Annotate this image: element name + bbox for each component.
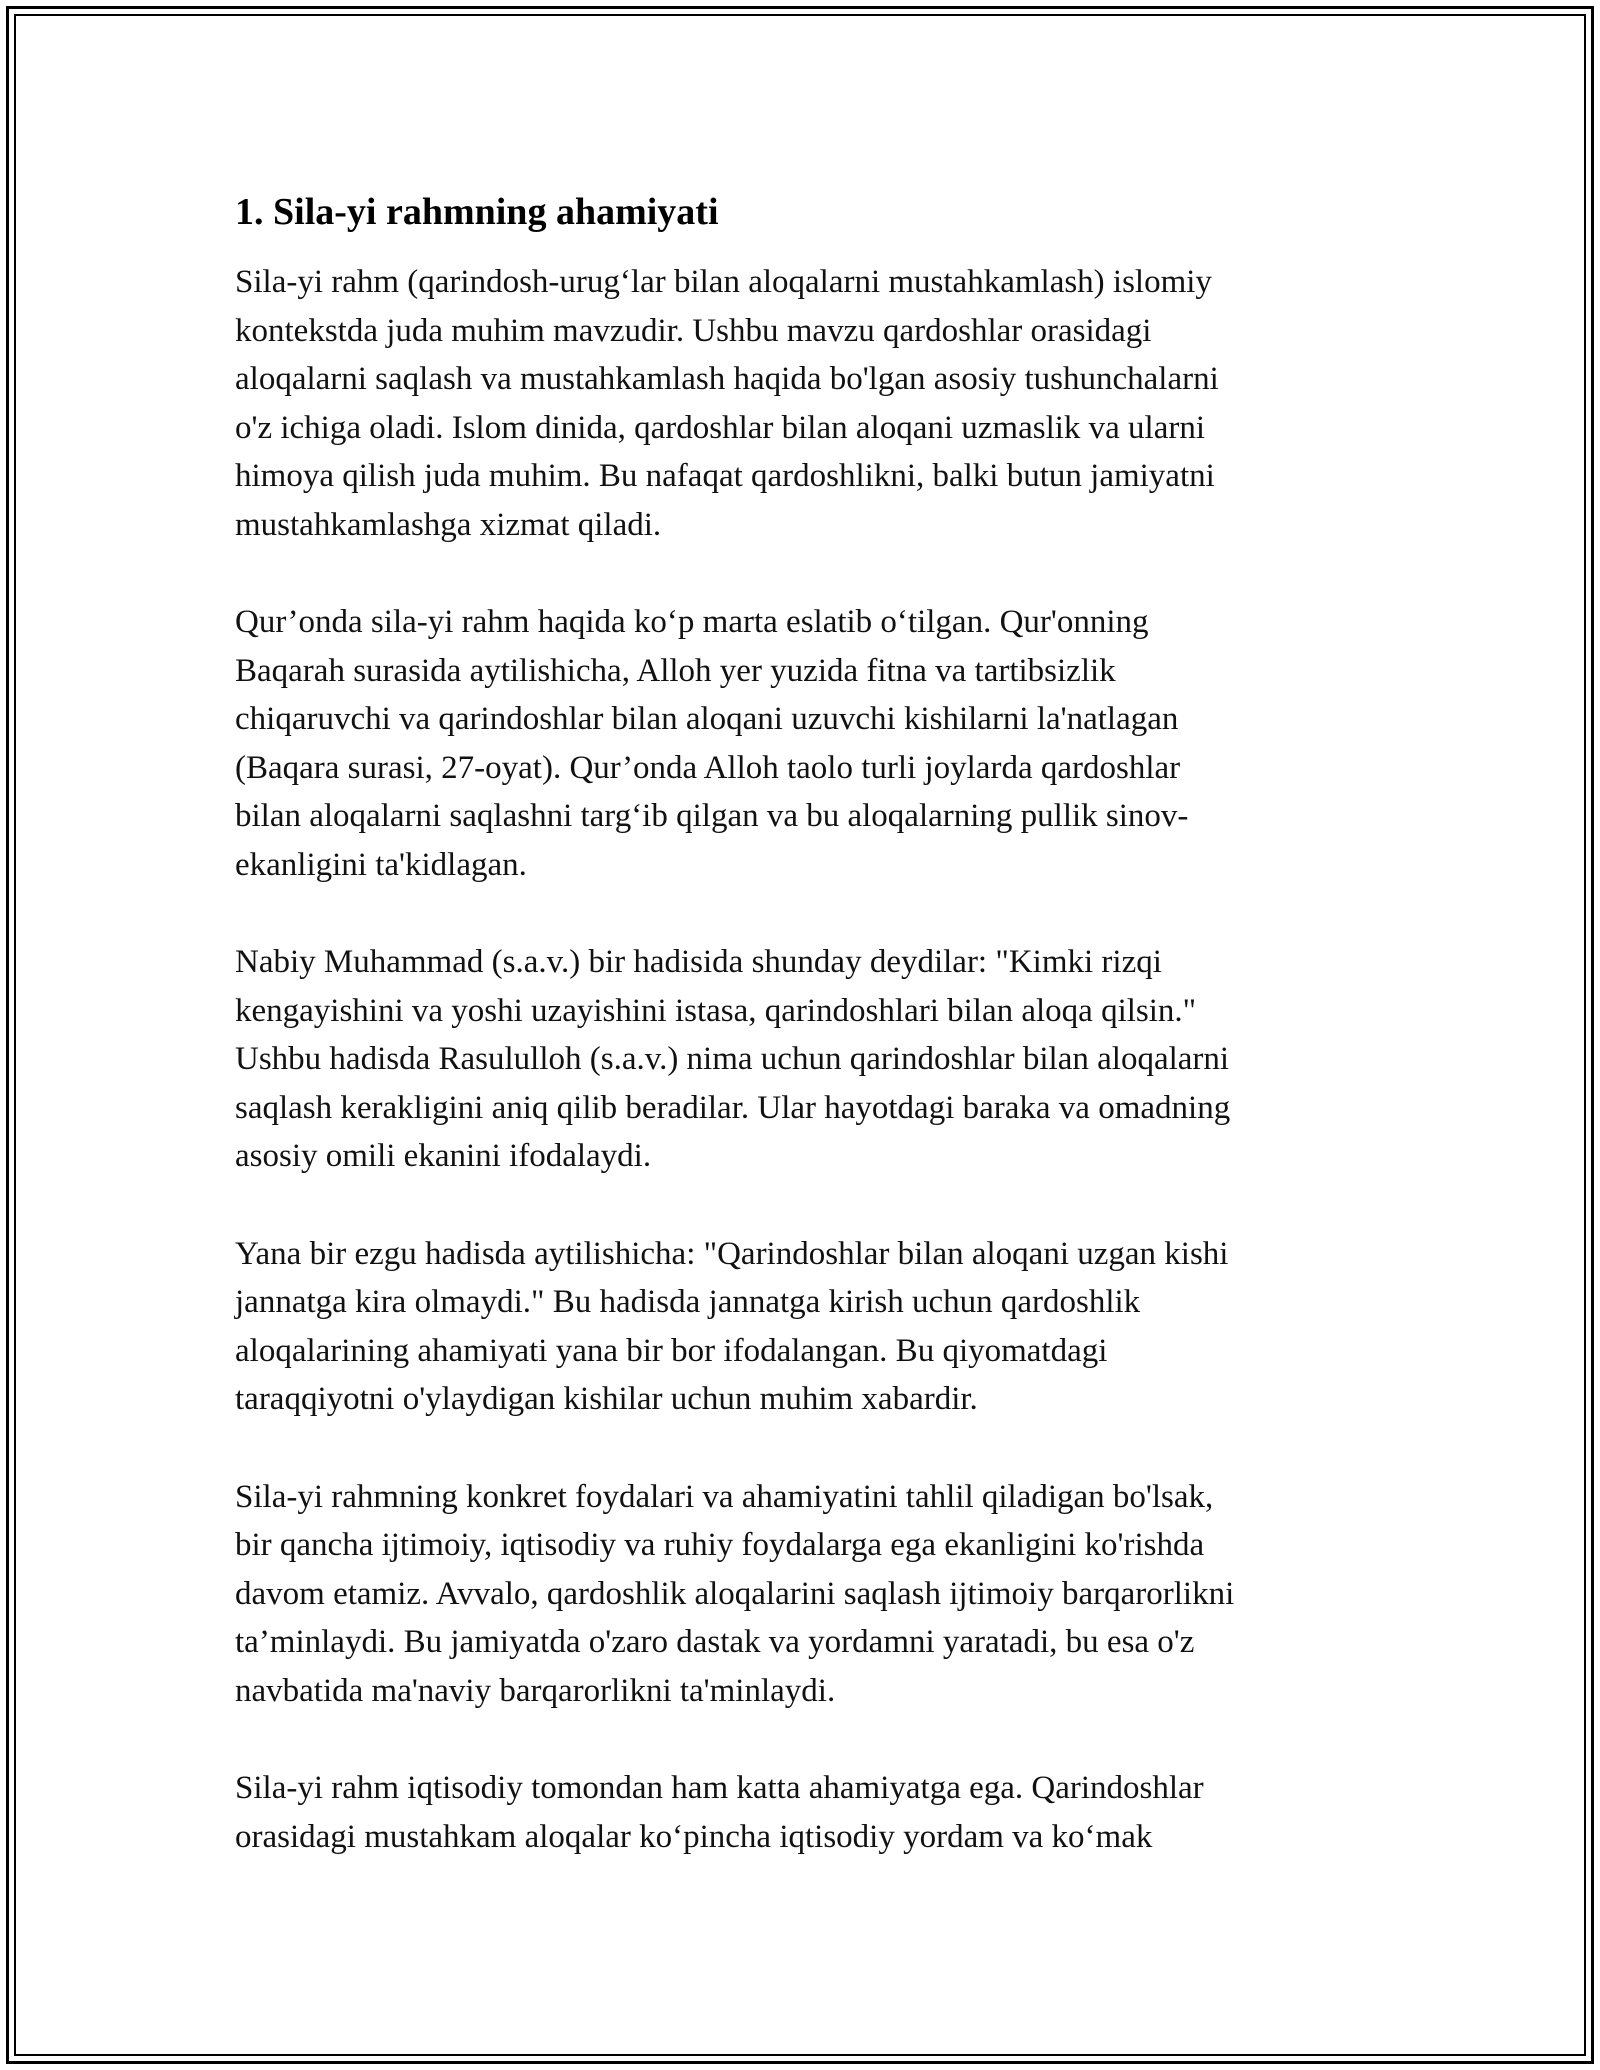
section-heading: 1. Sila-yi rahmning ahamiyati (235, 191, 719, 233)
paragraph-4: Yana bir ezgu hadisda aytilishicha: "Qarindoshlar bilan aloqani uzgan kishi jannatga kira olmaydi." Bu hadisda jannatga kirish uchun qardoshlik aloqalarining ahamiyati yana bir bor ifodalangan. Bu qiyomatdagi taraqqiyotni o'ylaydigan kishilar uchun muhim xabardir. (235, 1235, 1229, 1417)
paragraph-1: Sila-yi rahm (qarindosh-urug‘lar bilan aloqalarni mustahkamlash) islomiy kontekstda juda muhim mavzudir. Ushbu mavzu qardoshlar orasidagi aloqalarni saqlash va mustahkamlash haqida bo'lgan asosiy tushunchalarni o'z ichiga oladi. Islom dinida, qardoshlar bilan aloqani uzmaslik va ularni himoya qilish juda muhim. Bu nafaqat qardoshlikni, balki butun jamiyatni mustahkamlashga xizmat qiladi. (235, 264, 1219, 543)
paragraph-3: Nabiy Muhammad (s.a.v.) bir hadisida shunday deydilar: "Kimki rizqi kengayishini va yoshi uzayishini istasa, qarindoshlari bilan aloqa qilsin." Ushbu hadisda Rasululloh (s.a.v.) nima uchun qarindoshlar bilan aloqalarni saqlash kerakligini aniq qilib beradilar. Ular hayotdagi baraka va omadning asosiy omili ekanini ifodalaydi. (235, 944, 1231, 1174)
document-body (235, 188, 1365, 1910)
paragraph-5: Sila-yi rahmning konkret foydalari va ahamiyatini tahlil qiladigan bo'lsak, bir qancha ijtimoiy, iqtisodiy va ruhiy foydalarga ega ekanligini ko'rishda davom etamiz. Avvalo, qardoshlik aloqalarini saqlash ijtimoiy barqarorlikni ta’minlaydi. Bu jamiyatda o'zaro dastak va yordamni yaratadi, bu esa o'z navbatida ma'naviy barqarorlikni ta'minlaydi. (235, 1478, 1235, 1709)
paragraph-6: Sila-yi rahm iqtisodiy tomondan ham katta ahamiyatga ega. Qarindoshlar orasidagi mustahkam aloqalar ko‘pincha iqtisodiy yordam va ko‘mak (235, 1770, 1204, 1855)
paragraph-2: Qur’onda sila-yi rahm haqida ko‘p marta eslatib o‘tilgan. Qur'onning Baqarah surasida aytilishicha, Alloh yer yuzida fitna va tartibsizlik chiqaruvchi va qarindoshlar bilan aloqani uzuvchi kishilarni la'natlagan (Baqara surasi, 27-oyat). Qur’onda Alloh taolo turli joylarda qardoshlar bilan aloqalarni saqlashni targ‘ib qilgan va bu aloqalarning pullik sinov- ekanligini ta'kidlagan. (235, 604, 1189, 883)
